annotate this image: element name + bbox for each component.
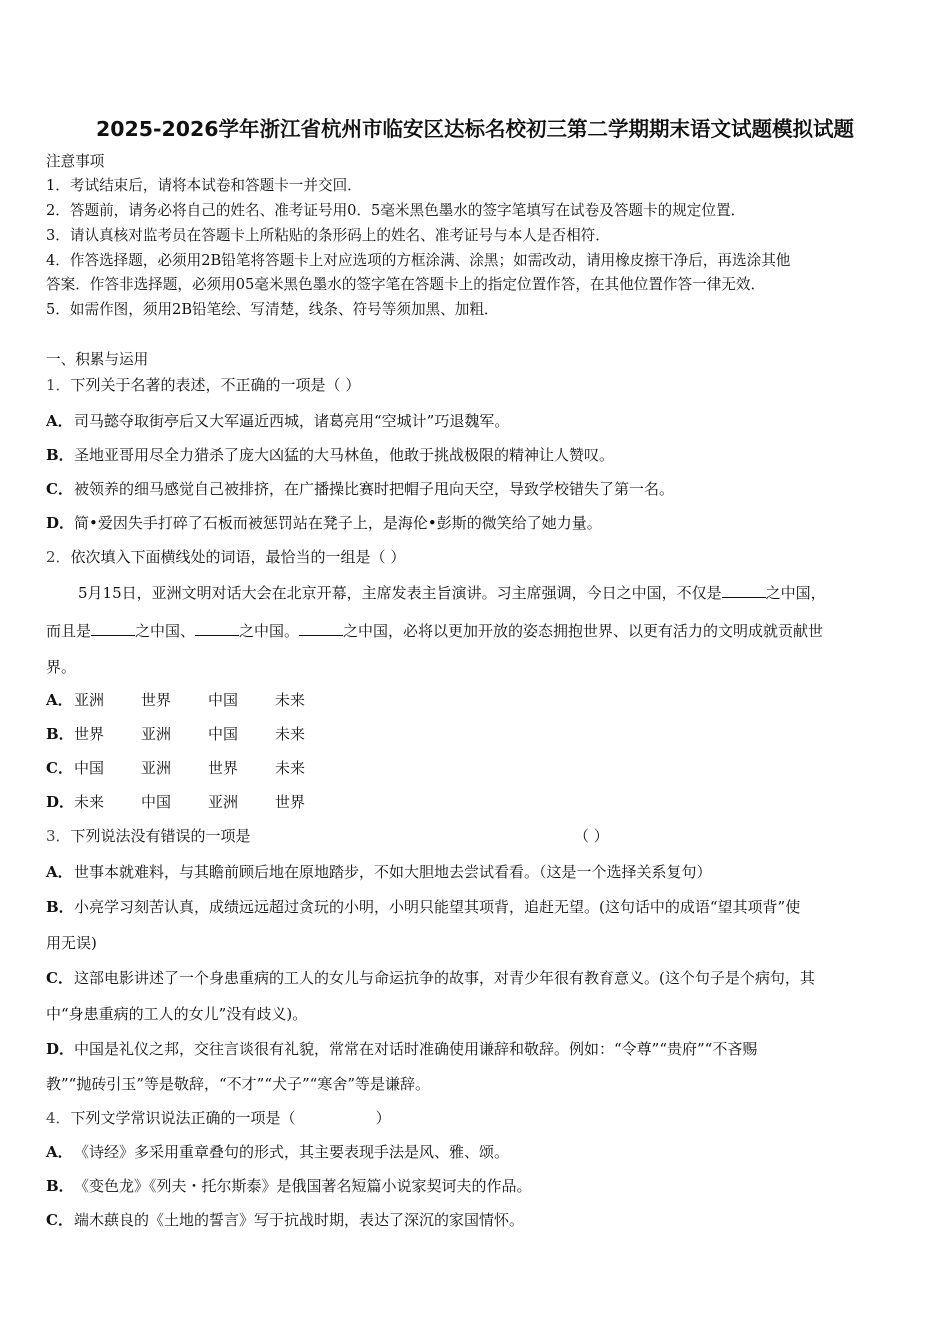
option-letter: A．: [46, 1143, 73, 1161]
q2-paragraph-line-3: 界。: [46, 658, 77, 676]
fill-blank[interactable]: [299, 621, 343, 636]
q4-option-a: [46, 1142, 509, 1162]
q2-option-b: [46, 724, 342, 744]
option-text: 《诗经》多采用重章叠句的形式，其主要表现手法是风、雅、颂。: [74, 1143, 510, 1161]
notice-item: 5．如需作图，须用2B铅笔绘、写清楚，线条、符号等须加黑、加粗．: [46, 301, 499, 318]
notice-item: 1．考试结束后，请将本试卷和答题卡一并交回．: [46, 177, 362, 194]
option-word: 未来: [275, 759, 306, 777]
q3-option-c: [46, 968, 815, 988]
option-text: 简•爱因失手打碎了石板而被惩罚站在凳子上，是海伦•彭斯的微笑给了她力量。: [74, 514, 602, 532]
answer-paren: （ ）: [574, 827, 609, 845]
q1-option-d: [46, 513, 602, 533]
option-word: 亚洲: [208, 793, 239, 811]
question-number: 3．: [46, 827, 71, 845]
option-word: 世界: [141, 691, 172, 709]
option-word: 未来: [275, 725, 306, 743]
option-letter: D．: [46, 793, 75, 811]
option-letter: C．: [46, 1211, 73, 1229]
option-word: 未来: [275, 691, 306, 709]
question-stem: 下列说法没有错误的一项是: [70, 827, 251, 845]
paragraph-text: 之中国、: [135, 622, 196, 640]
option-word: 亚洲: [74, 691, 105, 709]
option-letter: D．: [46, 514, 75, 532]
q4-option-b: [46, 1176, 532, 1196]
fill-blank[interactable]: [722, 583, 766, 598]
option-text: 世事本就难料，与其瞻前顾后地在原地踏步，不如大胆地去尝试看看。（这是一个选择关系复句）: [74, 863, 712, 881]
question-number: 1．: [46, 376, 71, 394]
option-word: 亚洲: [141, 725, 172, 743]
option-word: 中国: [208, 691, 239, 709]
option-letter: B．: [46, 446, 74, 464]
q2-option-a: [46, 690, 342, 710]
paragraph-text: 5月15日，亚洲文明对话大会在北京开幕，主席发表主旨演讲。习主席强调，今日之中国，不仅是: [78, 584, 722, 602]
option-letter: C．: [46, 969, 73, 987]
option-word: 中国: [74, 759, 105, 777]
question-3: [46, 826, 251, 846]
option-word: 亚洲: [141, 759, 172, 777]
option-letter: B．: [46, 725, 74, 743]
option-letter: A．: [46, 863, 73, 881]
q4-option-c: [46, 1210, 524, 1230]
option-word: 世界: [275, 793, 306, 811]
option-text: 小亮学习刻苦认真，成绩远远超过贪玩的小明，小明只能望其项背，追赶无望。(这句话中的成语“望其项背”使: [74, 898, 801, 916]
option-letter: C．: [46, 480, 73, 498]
option-letter: B．: [46, 898, 74, 916]
option-word: 世界: [208, 759, 239, 777]
q3-option-b: [46, 897, 800, 917]
q3-option-d-continued: 教”“抛砖引玉”等是敬辞，“不才”“犬子”“寒舍”等是谦辞。: [46, 1075, 431, 1093]
option-word: 世界: [74, 725, 105, 743]
question-number: 4．: [46, 1109, 71, 1127]
option-letter: D．: [46, 1040, 75, 1058]
q1-option-c: [46, 479, 674, 499]
q1-option-b: [46, 445, 614, 465]
notice-item: 3．请认真核对监考员在答题卡上所粘贴的条形码上的姓名、准考证号与本人是否相符．: [46, 227, 610, 244]
page-title: 2025-2026学年浙江省杭州市临安区达标名校初三第二学期期末语文试题模拟试题: [95, 117, 855, 141]
q2-paragraph-line-2: [46, 621, 823, 641]
option-text: 圣地亚哥用尽全力猎杀了庞大凶猛的大马林鱼，他敢于挑战极限的精神让人赞叹。: [74, 446, 615, 464]
question-number: 2．: [46, 548, 71, 566]
option-text: 中国是礼仪之邦，交往言谈很有礼貌，常常在对话时准确使用谦辞和敬辞。例如：“令尊”“贵府”“不吝赐: [74, 1040, 758, 1058]
option-word: 中国: [208, 725, 239, 743]
question-stem: 下列关于名著的表述，不正确的一项是（ ）: [70, 376, 361, 394]
fill-blank[interactable]: [91, 621, 135, 636]
option-text: 这部电影讲述了一个身患重病的工人的女儿与命运抗争的故事，对青少年很有教育意义。(这个句子是个病句，其: [74, 969, 815, 987]
section-heading: 一、积累与运用: [46, 351, 149, 368]
option-letter: A．: [46, 412, 73, 430]
q3-option-a: [46, 862, 712, 882]
q1-option-a: [46, 411, 509, 431]
q3-option-b-continued: 用无误): [46, 934, 97, 952]
q2-option-d: [46, 792, 342, 812]
notice-heading: 注意事项: [46, 153, 105, 170]
option-text: 司马懿夺取街亭后又大军逼近西城，诸葛亮用“空城计”巧退魏军。: [74, 412, 510, 430]
notice-item: 答案．作答非选择题，必须用05毫米黑色墨水的签字笔在答题卡上的指定位置作答，在其他位置作答一律无效．: [46, 276, 766, 293]
question-stem-end: ）: [375, 1109, 391, 1127]
fill-blank[interactable]: [195, 621, 239, 636]
paragraph-text: 之中国。: [239, 622, 300, 640]
paragraph-text: 之中国，: [765, 584, 826, 602]
option-letter: B．: [46, 1177, 74, 1195]
option-text: 端木蕻良的《土地的誓言》写于抗战时期，表达了深沉的家国情怀。: [74, 1211, 525, 1229]
q2-option-c: [46, 758, 342, 778]
option-letter: A．: [46, 691, 73, 709]
question-stem: 下列文学常识说法正确的一项是（: [70, 1109, 296, 1127]
paragraph-text: 之中国，必将以更加开放的姿态拥抱世界、以更有活力的文明成就贡献世: [343, 622, 824, 640]
question-2: [46, 547, 405, 567]
option-letter: C．: [46, 759, 73, 777]
question-stem: 依次填入下面横线处的词语，最恰当的一组是（ ）: [70, 548, 406, 566]
question-1: [46, 375, 360, 395]
question-4: [46, 1108, 391, 1128]
notice-item: 2．答题前，请务必将自己的姓名、准考证号用0．5毫米黑色墨水的签字笔填写在试卷及答题卡的规定位置．: [46, 202, 746, 219]
option-word: 中国: [141, 793, 172, 811]
paragraph-text: 而且是: [46, 622, 92, 640]
notice-item: 4．作答选择题，必须用2B铅笔将答题卡上对应选项的方框涂满、涂黑；如需改动，请用橡皮擦干净后，再选涂其他: [46, 252, 791, 269]
q3-option-c-continued: 中“身患重病的工人的女儿”没有歧义)。: [46, 1005, 308, 1023]
q2-paragraph-line-1: [78, 583, 826, 603]
option-text: 《变色龙》《列夫・托尔斯泰》是俄国著名短篇小说家契诃夫的作品。: [74, 1177, 532, 1195]
option-text: 被领养的细马感觉自己被排挤，在广播操比赛时把帽子甩向天空，导致学校错失了第一名。: [74, 480, 675, 498]
q3-option-d: [46, 1039, 757, 1059]
option-word: 未来: [74, 793, 105, 811]
